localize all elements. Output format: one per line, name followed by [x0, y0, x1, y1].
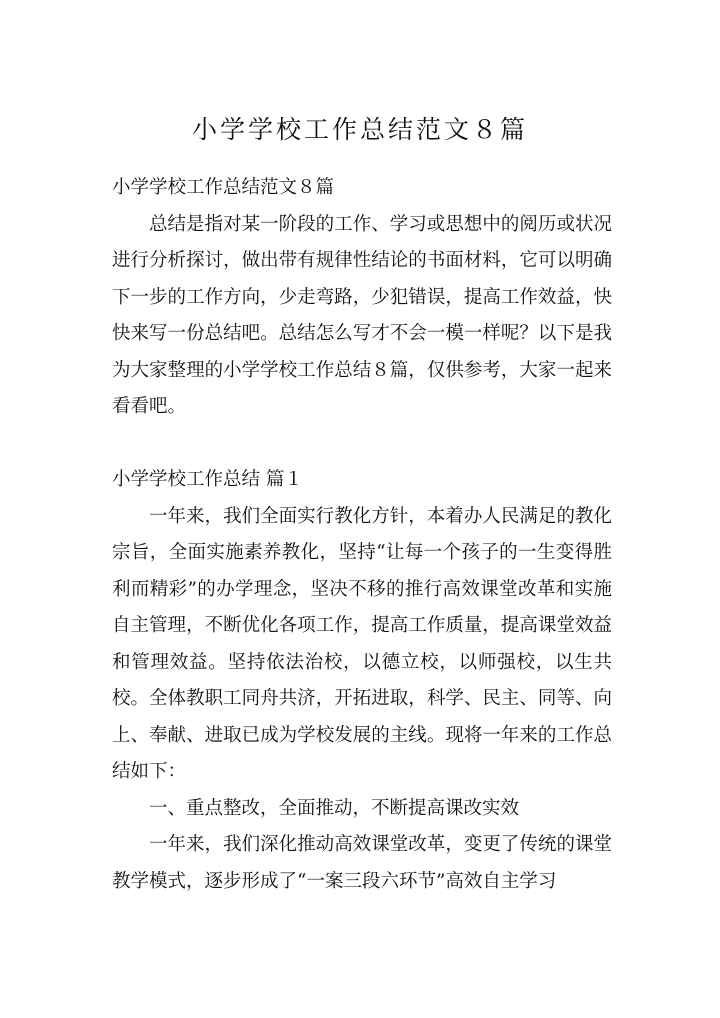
- paragraph-spacer: [112, 426, 612, 463]
- document-body: [112, 170, 612, 900]
- intro-paragraph: 总结是指对某一阶段的工作、学习或思想中的阅历或状况进行分析探讨，做出带有规律性结论的书面材料，它可以明确下一步的工作方向，少走弯路，少犯错误，提高工作效益，快快来写一份总结吧。总结怎么写才不会一模一样呢？以下是我为大家整理的小学学校工作总结８篇，仅供参考，大家一起来看看吧。: [112, 213, 612, 417]
- section-paragraph: 一年来，我们深化推动高效课堂改革，变更了传统的课堂教学模式，逐步形成了“一案三段六环节”高效自主学习: [112, 834, 612, 892]
- document-subtitle: 小学学校工作总结范文８篇: [112, 177, 335, 198]
- section-heading: 小学学校工作总结 篇１: [112, 469, 303, 490]
- section-paragraph: 一年来，我们全面实行教化方针，本着办人民满足的教化宗旨，全面实施素养教化，坚持“让每一个孩子的一生变得胜利而精彩”的办学理念，坚决不移的推行高效课堂改革和实施自主管理，不断优化各项工作，提高工作质量，提高课堂效益和管理效益。坚持依法治校，以德立校，以师强校，以生共校。全体教职工同舟共济，开拓进取，科学、民主、同等、向上、奉献、进取已成为学校发展的主线。现将一年来的工作总结如下：: [112, 505, 612, 782]
- document-title: 小学学校工作总结范文８篇: [191, 115, 528, 144]
- section-point-heading: 一、重点整改，全面推动，不断提高课改实效: [149, 797, 520, 819]
